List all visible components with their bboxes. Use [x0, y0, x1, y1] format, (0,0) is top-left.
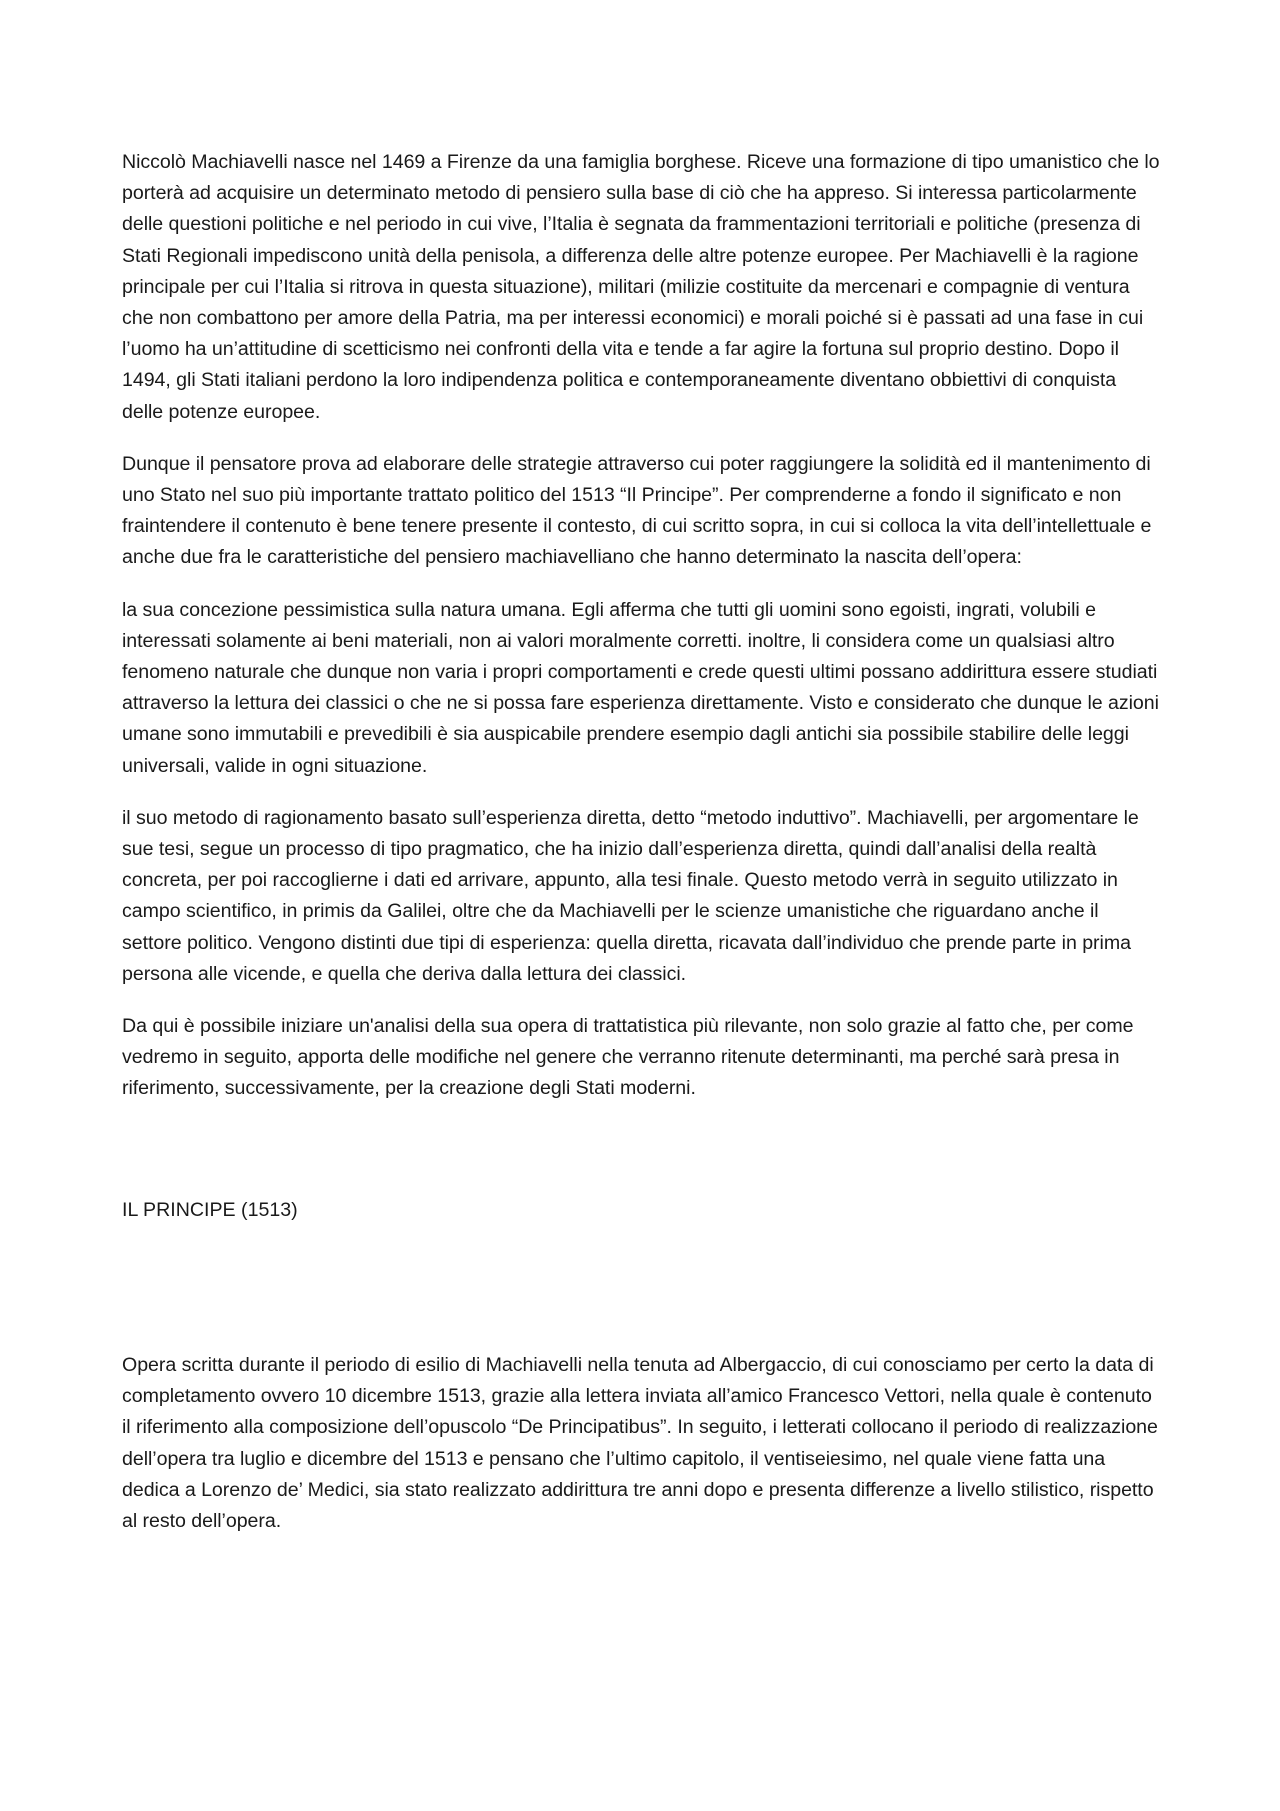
paragraph-biography: Niccolò Machiavelli nasce nel 1469 a Firenze da una famiglia borghese. Riceve una formazione di tipo umanistico che lo porterà ad acquisire un determinato metodo di pensiero sulla base di ciò che ha appreso. Si interessa particolarmente delle questioni politiche e nel periodo in cui vive, l’Italia è segnata da frammentazioni territoriali e politiche (presenza di Stati Regionali impediscono unità della penisola, a differenza delle altre potenze europee. Per Machiavelli è la ragione principale per cui l’Italia si ritrova in questa situazione), militari (milizie costituite da mercenari e compagnie di ventura che non combattono per amore della Patria, ma per interessi economici) e morali poiché si è passati ad una fase in cui l’uomo ha un’attitudine di scetticismo nei confronti della vita e tende a far agire la fortuna sul proprio destino. Dopo il 1494, gli Stati italiani perdono la loro indipendenza politica e contemporaneamente diventano obbiettivi di conquista delle potenze europee. — [122, 151, 1160, 423]
paragraph-il-principe: Opera scritta durante il periodo di esilio di Machiavelli nella tenuta ad Albergaccio, di cui conosciamo per certo la data di completamento ovvero 10 dicembre 1513, grazie alla lettera inviata all’amico Francesco Vettori, nella quale è contenuto il riferimento alla composizione dell’opuscolo “De Principatibus”. In seguito, i letterati collocano il periodo di realizzazione dell’opera tra luglio e dicembre del 1513 e pensano che l’ultimo capitolo, il ventiseiesimo, nel quale viene fatta una dedica a Lorenzo de’ Medici, sia stato realizzato addirittura tre anni dopo e presenta differenze a livello stilistico, rispetto al resto dell’opera. — [122, 1353, 1158, 1532]
section-heading: IL PRINCIPE (1513) — [122, 1198, 298, 1221]
paragraph-inductive-method: il suo metodo di ragionamento basato sull’esperienza diretta, detto “metodo induttivo”. Machiavelli, per argomentare le sue tesi, segue un processo di tipo pragmatico, che ha inizio dall’esperienza diretta, quindi dall’analisi della realtà concreta, per poi raccoglierne i dati ed arrivare, appunto, alla tesi finale. Questo metodo verrà in seguito utilizzato in campo scientifico, in primis da Galilei, oltre che da Machiavelli per le scienze umanistiche che riguardano anche il settore politico. Vengono distinti due tipi di esperienza: quella diretta, ricavata dall’individuo che prende parte in prima persona alle vicende, e quella che deriva dalla lettura dei classici. — [122, 806, 1139, 985]
document-body — [122, 147, 1162, 1558]
paragraph-analysis-intro: Da qui è possibile iniziare un'analisi della sua opera di trattatistica più rilevante, non solo grazie al fatto che, per come vedremo in seguito, apporta delle modifiche nel genere che verranno ritenute determinanti, ma perché sarà presa in riferimento, successivamente, per la creazione degli Stati moderni. — [122, 1015, 1134, 1100]
paragraph-pessimism: la sua concezione pessimistica sulla natura umana. Egli afferma che tutti gli uomini sono egoisti, ingrati, volubili e interessati solamente ai beni materiali, non ai valori moralmente corretti. inoltre, li considera come un qualsiasi altro fenomeno naturale che dunque non varia i propri comportamenti e crede questi ultimi possano addirittura essere studiati attraverso la lettura dei classici o che ne si possa fare esperienza direttamente. Visto e considerato che dunque le azioni umane sono immutabili e prevedibili è sia auspicabile prendere esempio dagli antichi sia possibile stabilire delle leggi universali, valide in ogni situazione. — [122, 598, 1159, 777]
paragraph-strategies: Dunque il pensatore prova ad elaborare delle strategie attraverso cui poter raggiungere la solidità ed il mantenimento di uno Stato nel suo più importante trattato politico del 1513 “Il Principe”. Per comprenderne a fondo il significato e non fraintendere il contenuto è bene tenere presente il contesto, di cui scritto sopra, in cui si colloca la vita dell’intellettuale e anche due fra le caratteristiche del pensiero machiavelliano che hanno determinato la nascita dell’opera: — [122, 452, 1152, 569]
